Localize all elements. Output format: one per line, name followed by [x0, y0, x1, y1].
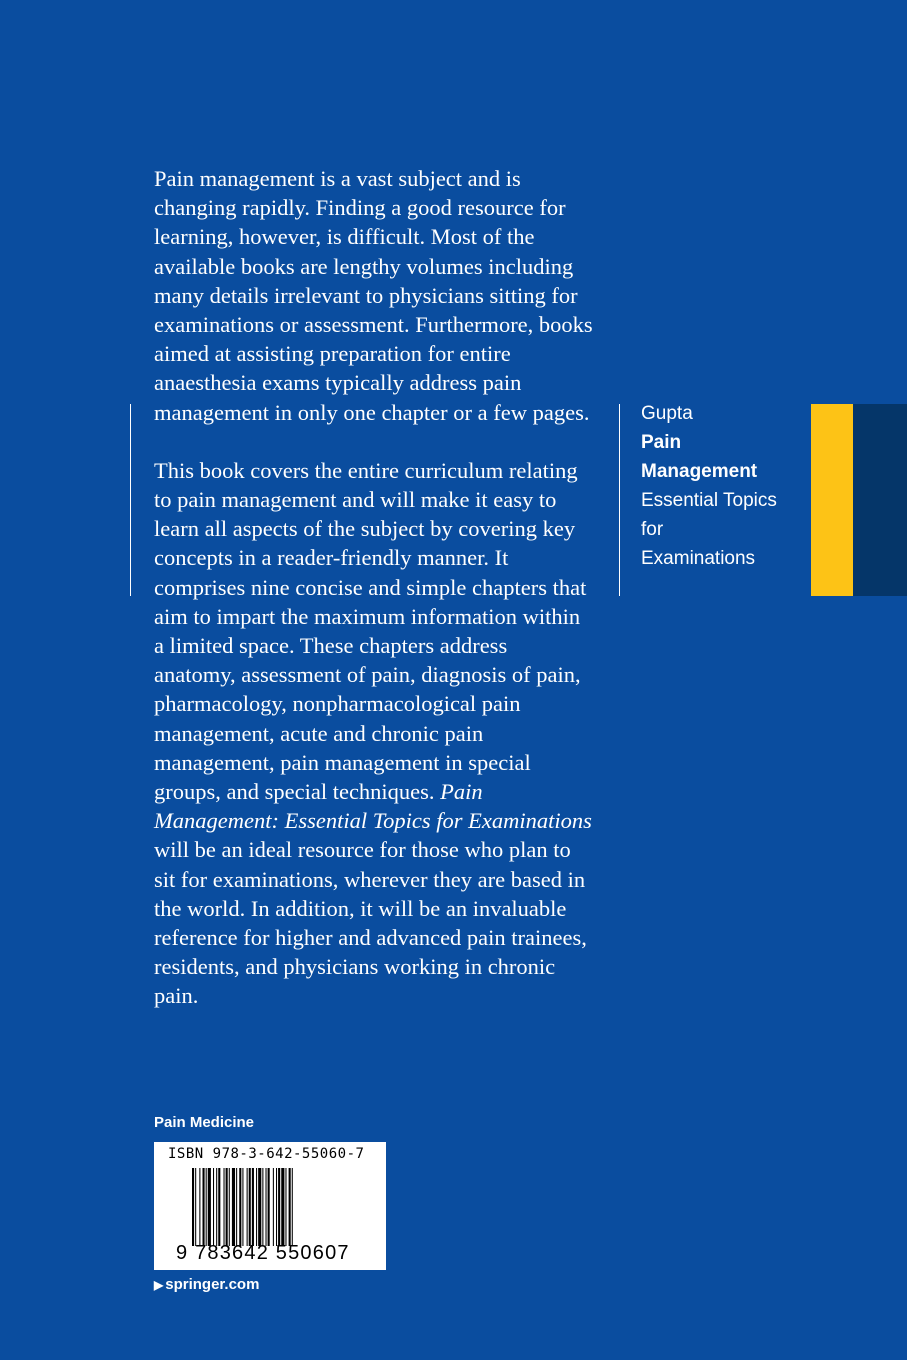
- blurb-paragraph-2: [154, 456, 594, 1011]
- blurb-paragraph-2-part-b: will be an ideal resource for those who plan to sit for examinations, wherever they are based in the world. In addition, it will be an invaluable reference for higher and advanced pain trainees, residents, and physicians working in chronic pain.: [154, 837, 587, 1009]
- book-title-line-2: Management: [641, 461, 758, 482]
- book-subtitle-line-2: Examinations: [641, 548, 756, 569]
- website-link[interactable]: [154, 1276, 259, 1293]
- blurb-book-title: Pain Management: Essential Topics for Examinations: [154, 779, 592, 834]
- blurb-paragraph-2-part-a: This book covers the entire curriculum relating to pain management and will make it easy to learn all aspects of the subject by covering key concepts in a reader-friendly manner. It comprises nine concise and simple chapters that aim to impart the maximum information within a limited space. These chapters address anatomy, assessment of pain, diagnosis of pain, pharmacology, nonpharmacological pain management, acute and chronic pain management, pain management in special groups, and special techniques.: [154, 457, 587, 805]
- back-cover-blurb: [154, 164, 594, 1011]
- triangle-right-icon: ▶: [154, 1278, 164, 1292]
- barcode-bars-icon: [192, 1168, 378, 1246]
- yellow-accent-bar: [811, 404, 853, 596]
- author-name: Gupta: [641, 403, 693, 424]
- series-name: Pain Medicine: [154, 1114, 255, 1131]
- website-text: springer.com: [165, 1276, 260, 1293]
- spine-info: [641, 399, 801, 573]
- right-divider-line: [619, 404, 620, 596]
- blurb-paragraph-1: Pain management is a vast subject and is changing rapidly. Finding a good resource for learning, however, is difficult. Most of the available books are lengthy volumes including many details irrelevant to physicians sitting for examinations or assessment. Furthermore, books aimed at assisting preparation for entire anaesthesia exams typically address pain management in only one chapter or a few pages.: [154, 166, 593, 425]
- book-subtitle-line-1: Essential Topics for: [641, 490, 777, 540]
- isbn-text: ISBN 978-3-642-55060-7: [168, 1146, 365, 1162]
- left-divider-line: [130, 404, 131, 596]
- isbn-barcode: [154, 1142, 386, 1270]
- navy-accent-bar: [853, 404, 907, 596]
- barcode-digits: 9 783642 550607: [176, 1242, 350, 1264]
- book-title-line-1: Pain: [641, 432, 682, 453]
